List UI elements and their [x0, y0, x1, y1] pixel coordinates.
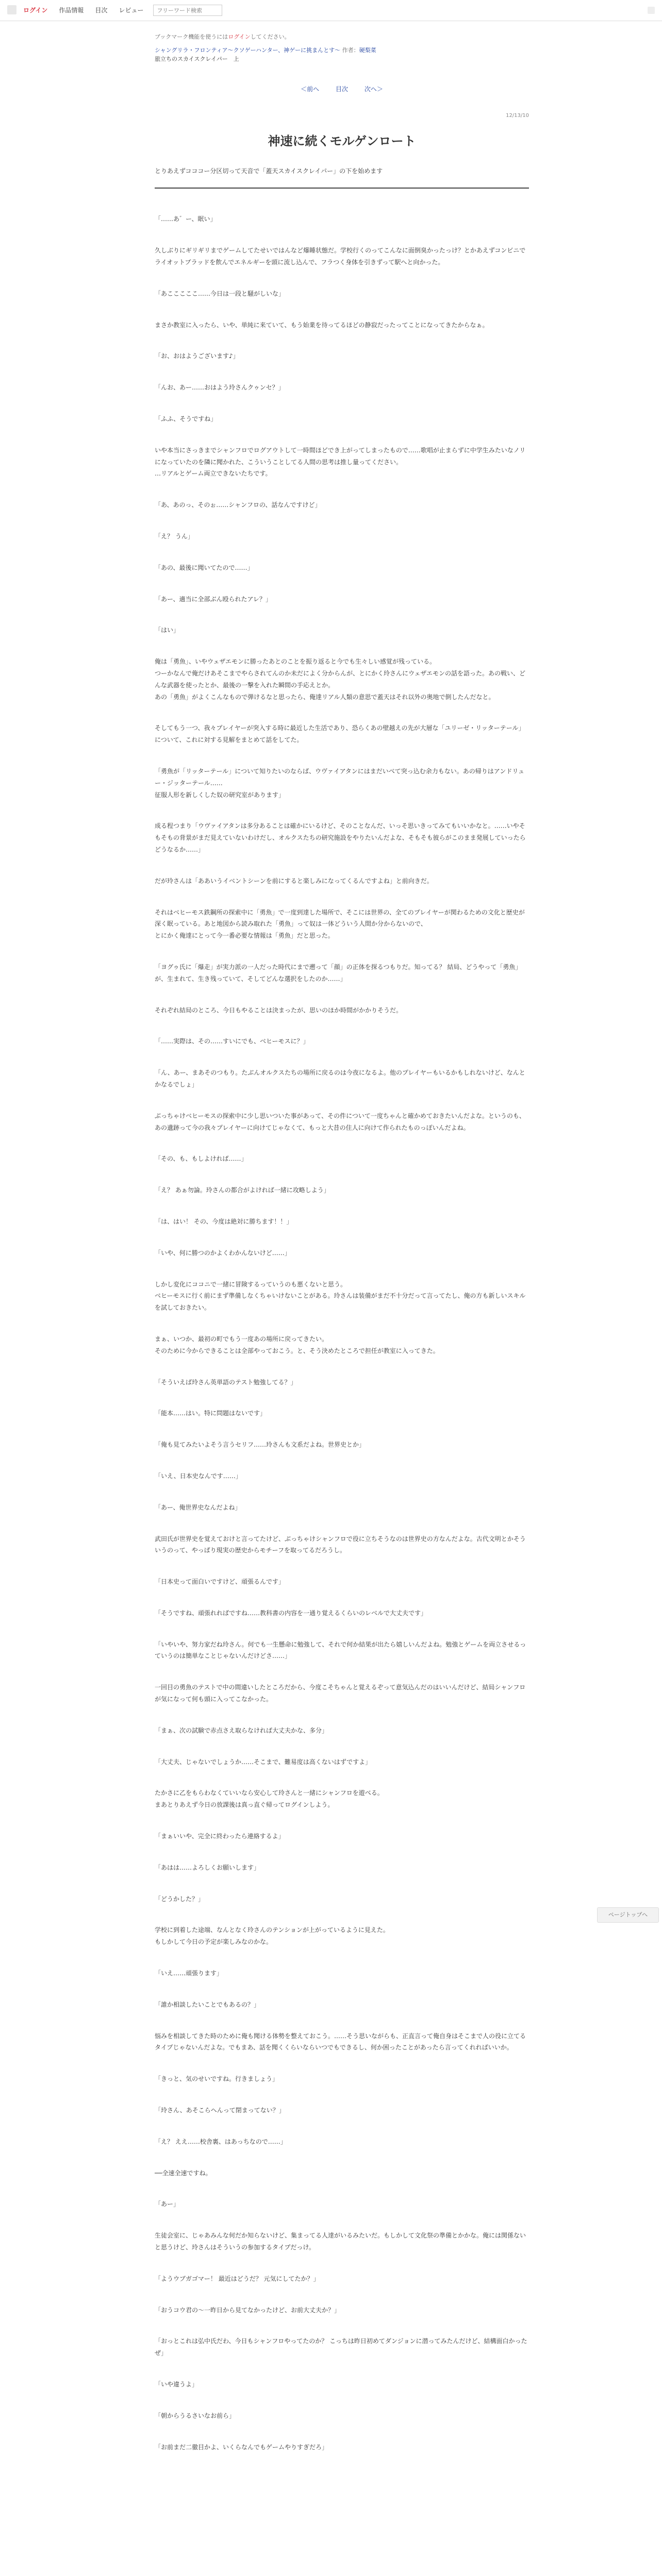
body-paragraph: 「能本……はい。特に問題はないです」: [155, 1410, 267, 1417]
notice-login-link[interactable]: ログイン: [228, 33, 251, 40]
body-paragraph: 「いやいや、努力家だね玲さん。何でも一生懸命に勉強して、それで何か結果が出たら嬉しいんだよね。勉強とゲームを両立させるっていうのは簡単なことじゃないんだけどさ……」: [155, 1640, 526, 1660]
body-paragraph: だが玲さんは「ああいうイベントシーンを前にすると楽しみになってくるんですよね」と前向きだ。: [155, 877, 433, 885]
chapter-name: 旅立ちのスカイスクレイパー 上: [155, 56, 239, 63]
body-paragraph: 「あ、あのっ、そのぉ……シャンフロの、話なんですけど」: [155, 501, 321, 509]
body-paragraph: 「誰か相談したいことでもあるの？」: [155, 2001, 260, 2008]
body-paragraph: いや本当にさっきまでシャンフロでログアウトして一時間ほどでき上がってしまったもので……歌唱が止まらずに中学生みたいなノリになっていたのを隣に聞かれた、こういうことしてる人間の思考は推し量ってください。 …リアルとゲーム両立できないたちです。: [155, 446, 526, 478]
body-paragraph: 「ふふ、そうですね」: [155, 415, 217, 423]
author-label: 作者：: [342, 46, 359, 54]
body-paragraph: 「いえ、日本史なんです……」: [155, 1472, 242, 1480]
body-paragraph: 「まぁ、次の試験で赤点さえ取らなければ大丈夫かな、多分」: [155, 1726, 328, 1734]
body-paragraph: 「あこここここ……今日は一段と騒がしいな」: [155, 290, 285, 297]
post-date: 12/13/10: [506, 113, 529, 119]
body-paragraph: 「は、はい！ その、今度は絶対に勝ちます！！」: [155, 1217, 293, 1225]
next-chapter-link[interactable]: 次へ＞: [364, 85, 383, 93]
menu-icon[interactable]: [648, 7, 655, 14]
login-link[interactable]: ログイン: [23, 7, 48, 14]
notice-text: ブックマーク機能を使うには: [155, 33, 228, 40]
body-paragraph: 「朝からうるさいなお前ら」: [155, 2412, 236, 2419]
body-paragraph: ぶっちゃけベヒーモスの探索中に少し思いついた事があって、その件について一度ちゃんと確かめておきたいんだよな。というのも、あの遺跡って今の我々プレイヤーに向けてじゃなくて、もっと大昔の住人に向けて作られたものっぽいんだよね。: [155, 1112, 525, 1131]
body-paragraph: 「え？ ええ……校舎裏、はあっちなので……」: [155, 2138, 287, 2145]
body-paragraph: ──全速全速ですね。: [155, 2169, 212, 2177]
toc-link[interactable]: 目次: [335, 85, 348, 93]
body-paragraph: 「俺も見てみたいよそう言うセリフ……玲さんも文系だよね。世界史とか」: [155, 1441, 366, 1449]
body-paragraph: 「おっとこれは弘中氏だわ、今日もシャンフロやってたのか？ こっちは昨日初めてダンジョンに潜ってみたんだけど、結構面白かったぜ」: [155, 2337, 527, 2357]
body-paragraph: 「勇魚が「リッターテール」について知りたいのならば、ウヴァイアタンにはまだいべて突っ込む余力もない。あの帰りはアンドリュー・ジッターテール…… 征服人形を新しくした奴の研究室があります」: [155, 768, 524, 799]
body-paragraph: 「いや、何に勝つのかよくわかんないけど……」: [155, 1249, 291, 1257]
author-link[interactable]: 硬梨菜: [359, 46, 376, 54]
body-paragraph: それぞれ結局のところ、今日もやることは決まったが、思いのほか時間がかかりそうだ。: [155, 1006, 403, 1014]
body-paragraph: 「あの、最後に聞いてたので……」: [155, 564, 254, 571]
body-paragraph: しかし変化にココニで一緒に冒険するっていうのも悪くないと思う。 ベヒーモスに行く前にまず準備しなくちゃいけないことがある。玲さんは装備がまだ不十分だって言ってたし、俺の方も新しいスキルを試しておきたい。: [155, 1280, 526, 1312]
body-paragraph: 「どうかした？」: [155, 1895, 205, 1903]
prev-chapter-link[interactable]: ＜前へ: [301, 85, 320, 93]
body-paragraph: 「あはは……よろしくお願いします」: [155, 1863, 260, 1871]
body-paragraph: 「ヨグゥ氏に「爆走」が実力派の一人だった時代にまで遡って「顔」の正体を探るつもりだ。知ってる？ 結局、どうやって「勇魚」が、生まれて、生き残っていて、そしてどんな選択をしたのか……」: [155, 963, 522, 982]
breadcrumb: [155, 46, 529, 64]
body-paragraph: それはベヒーモス鉄鋼所の探索中に「勇魚」で一度到達した場所で、そこには世界の、全てのプレイヤーが関わるための文化と歴史が深く眠っている。あと地図から読み取れた「勇魚」って奴は一体どういう人間か分からないので、 とにかく俺達にとって今一番必要な情報は「勇魚」だと思った。: [155, 908, 525, 940]
nav-item-toc[interactable]: 目次: [95, 7, 108, 14]
body-paragraph: 一回目の勇魚のテストで中の間違いしたところだから、今度こそちゃんと覚えるぞって意気込んだのはいいんだけど、結局シャンフロが気になって何も頭に入ってこなかった。: [155, 1684, 526, 1703]
body-paragraph: たかさに乙をもらわなくていいなら安心して玲さんと一緒にシャンフロを遊べる。 まあとりあえず今日の放課後は真っ直ぐ帰ってログインしよう。: [155, 1789, 384, 1809]
body-paragraph: 「そうですね、頑張れればですね……教科書の内容を一通り覚えるくらいのレベルで大丈夫です」: [155, 1609, 427, 1617]
page-top-button[interactable]: ページトップへ: [597, 1907, 659, 1923]
episode-title: 神速に続くモルゲンロート: [268, 134, 416, 149]
preface-text: とりあえずコココー分区切って天音で「蓋天スカイスクレイパー」の下を始めます: [155, 167, 383, 175]
body-paragraph: 「あー」: [155, 2200, 180, 2208]
nav-item-work-info[interactable]: 作品情報: [59, 7, 84, 14]
body-paragraph: 「いえ……頑張ります」: [155, 1970, 223, 1977]
body-paragraph: 「んお、あー……おはよう玲さんクゥンセ？」: [155, 384, 285, 392]
chapter-navigation: [155, 83, 529, 95]
body-paragraph: 成る程つまり「ウヴァイアタンは多分あることは確かにいるけど、そのことなんだ、いっそ思いきってみてもいいかなと。……いやそもそもの背景がまだ見えていないわけだし、オルクスたちの研究施設をやりたいんだよな、そもそも彼らがこのまま発展していったらどうなるか……」: [155, 822, 526, 853]
body-paragraph: まぁ、いつか、最初の町でもう一度あの場所に戻ってきたい。 そのために今からできることは全部やっておこう。と、そう決めたところで担任が教室に入ってきた。: [155, 1335, 439, 1354]
body-paragraph: 「その、も、もしよければ……」: [155, 1155, 247, 1163]
nav-item-review[interactable]: レビュー: [119, 7, 144, 14]
novel-content: [155, 21, 529, 2472]
episode-body: [155, 213, 529, 2453]
body-paragraph: そしてもう一つ、我々プレイヤーが突入する時に最近した生活であり、恐らくあの壁越えの先が大層な「ユリーゼ・リッターテール」について、これに対する見解をまとめて話をしてた。: [155, 724, 525, 744]
body-paragraph: 「え？ あぁ勿論。玲さんの都合がよければ一緒に攻略しよう」: [155, 1187, 330, 1194]
body-paragraph: 「いや違うよ」: [155, 2381, 198, 2388]
body-paragraph: まさか教室に入ったら、いや、単純に来ていて、もう始業を待ってるほどの静寂だったってことになってきたからなぁ。: [155, 321, 489, 329]
nav-menu: [19, 5, 222, 16]
body-paragraph: 「日本史って面白いですけど、頑張るんです」: [155, 1578, 285, 1586]
top-navigation-bar: [0, 0, 662, 21]
body-paragraph: 学校に到着した途端、なんとなく玲さんのテンションが上がっているように見えた。 もしかして今日の予定が楽しみなのかな。: [155, 1926, 389, 1946]
body-paragraph: 悩みを相談してきた時のために俺も聞ける体勢を整えておこう。……そう思いながらも、正直言って俺自身はそこまで人の役に立てるタイプじゃないんだよな。でもまあ、話を聞くくらいならいつでもできるし、何か困ったことがあったら言ってくれればいいか。: [155, 2032, 526, 2052]
body-paragraph: 「はい」: [155, 626, 180, 634]
body-paragraph: 「そういえば玲さん英単語のテスト勉強してる？」: [155, 1378, 297, 1386]
preface-divider: [155, 188, 529, 189]
body-paragraph: 「お、おはようございます♪」: [155, 352, 239, 360]
notice-suffix: してください。: [250, 33, 290, 40]
body-paragraph: 俺は「勇魚」、いやウェザエモンに勝ったあとのことを振り返ると今でも生々しい感覚が残っている。 つーかなんで俺だけあそこまでやらされてんのか未だによく分からんが、とにかく玲さんにウェザエモンの話を語った。あの戦い、どんな武器を使ったとか、最後の一撃を入れた瞬間の手応えとか。 あの「勇魚」がよくこんなもので弾けるなと思ったら、俺達リアル人類の意思で蓋天はそれ以外の奥地で倒したんだなと。: [155, 658, 526, 701]
work-title-link[interactable]: シャングリラ・フロンティア〜クソゲーハンター、神ゲーに挑まんとす〜: [155, 46, 341, 54]
site-logo[interactable]: [7, 5, 16, 14]
body-paragraph: 「ようウブガゴマー！ 最近はどうだ？ 元気にしてたか？」: [155, 2275, 320, 2282]
body-paragraph: 「玲さん、あそこらへんって閉まってない？」: [155, 2107, 285, 2114]
body-paragraph: 「おうコウ君の～一昨日から見てなかったけど、お前大丈夫か？」: [155, 2306, 341, 2314]
body-paragraph: 武田氏が世界史を覚えておけと言ってたけど、ぶっちゃけシャンフロで役に立ちそうなのは世界史の方なんだよな。古代文明とかそういうのって、やっぱり現実の歴史からモチーフを取ってるだろうし。: [155, 1535, 526, 1554]
body-paragraph: 「あー、適当に全部ぶん殴られたアレ？」: [155, 595, 272, 603]
body-paragraph: 「大丈夫、じゃないでしょうか……そこまで、難易度は高くないはずですよ」: [155, 1758, 372, 1766]
search-input[interactable]: [153, 5, 222, 16]
body-paragraph: 「まぁいいや、完全に終わったら連絡するよ」: [155, 1833, 285, 1840]
body-paragraph: 「きっと、気のせいですね。行きましょう」: [155, 2075, 279, 2083]
body-paragraph: 「……あ゛ー、眠い」: [155, 215, 217, 223]
body-paragraph: 「あー、俺世界史なんだよね」: [155, 1503, 241, 1511]
body-paragraph: 「ん、あー、まあそのつもり。たぶんオルクスたちの場所に戻るのは今夜になるよ。他のプレイヤーもいるかもしれないけど、なんとかなるでしょ」: [155, 1069, 525, 1088]
body-paragraph: 「お前まだ二徹目かよ、いくらなんでもゲームやりすぎだろ」: [155, 2443, 328, 2451]
body-paragraph: 生徒会室に、じゃあみんな何だか知らないけど、集まってる人達がいるみたいだ。もしかして文化祭の準備とかかな。俺には関係ないと思うけど、玲さんはそういうの参加するタイプだっけ。: [155, 2232, 526, 2251]
body-paragraph: 久しぶりにギリギリまでゲームしてたせいではんなど爆睡状態だ。学校行くのってこんなに面倒臭かったっけ？とかあえずコンビニでライオットブラッドを飲んでエネルギーを頭に流し込んで、フラつく身体を引きずって駅へと向かった。: [155, 247, 526, 266]
bookmark-notice: [155, 33, 529, 42]
body-paragraph: 「え？ うん」: [155, 533, 194, 540]
body-paragraph: 「……実際は、その……すいにでも、ベヒーモスに？」: [155, 1038, 309, 1045]
